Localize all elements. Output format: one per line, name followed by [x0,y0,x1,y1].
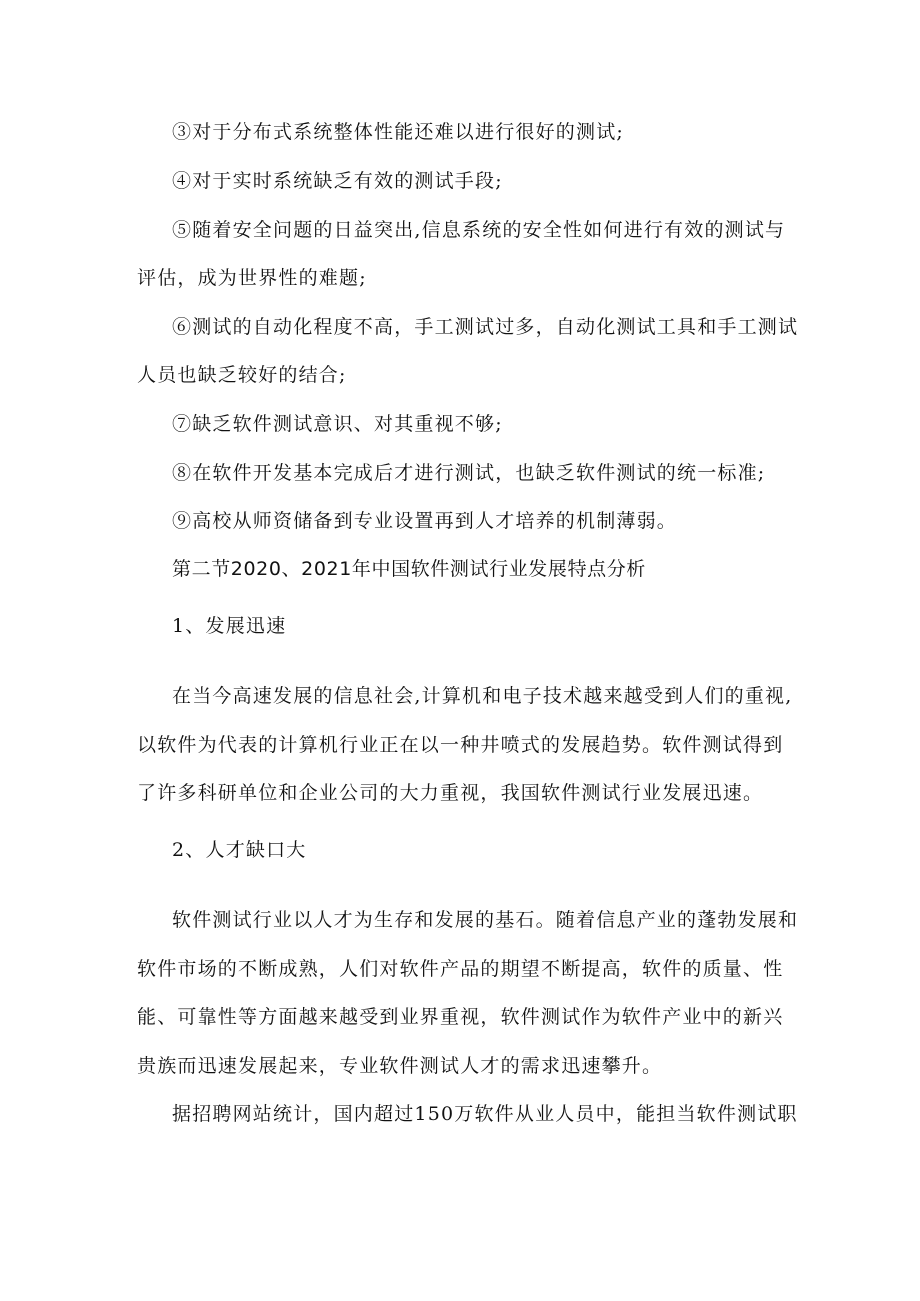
paragraph-2-line-3: 能、可靠性等方面越来越受到业界重视，软件测试作为软件产业中的新兴 [137,1006,784,1028]
paragraph-2-line-2: 软件市场的不断成熟，人们对软件产品的期望不断提高，软件的质量、性 [137,958,784,980]
subheading-2: 2、人才缺口大 [172,839,307,861]
list-item-5: ⑤随着安全问题的日益突出,信息系统的安全性如何进行有效的测试与 [172,219,786,241]
subheading-1: 1、发展迅速 [172,615,287,637]
paragraph-3-line-1: 据招聘网站统计，国内超过150万软件从业人员中，能担当软件测试职 [172,1103,798,1125]
list-item-4: ④对于实时系统缺乏有效的测试手段; [172,170,503,192]
list-item-6: ⑥测试的自动化程度不高，手工测试过多，自动化测试工具和手工测试 [172,316,799,338]
list-item-3: ③对于分布式系统整体性能还难以进行很好的测试; [172,121,625,143]
list-item-7: ⑦缺乏软件测试意识、对其重视不够; [172,413,503,435]
list-item-8: ⑧在软件开发基本完成后才进行测试，也缺乏软件测试的统一标准; [172,462,766,484]
paragraph-1-line-3: 了许多科研单位和企业公司的大力重视，我国软件测试行业发展迅速。 [137,782,764,804]
paragraph-2-line-4: 贵族而迅速发展起来，专业软件测试人才的需求迅速攀升。 [137,1055,663,1077]
list-item-9: ⑨高校从师资储备到专业设置再到人才培养的机制薄弱。 [172,510,678,532]
paragraph-1-line-2: 以软件为代表的计算机行业正在以一种井喷式的发展趋势。软件测试得到 [137,734,784,756]
list-item-6-continued: 人员也缺乏较好的结合; [137,364,347,386]
list-item-5-continued: 评估，成为世界性的难题; [137,267,367,289]
paragraph-2-line-1: 软件测试行业以人才为生存和发展的基石。随着信息产业的蓬勃发展和 [172,909,799,931]
paragraph-1-line-1: 在当今高速发展的信息社会,计算机和电子技术越来越受到人们的重视, [172,685,793,707]
section-heading: 第二节2020、2021年中国软件测试行业发展特点分析 [172,558,646,580]
